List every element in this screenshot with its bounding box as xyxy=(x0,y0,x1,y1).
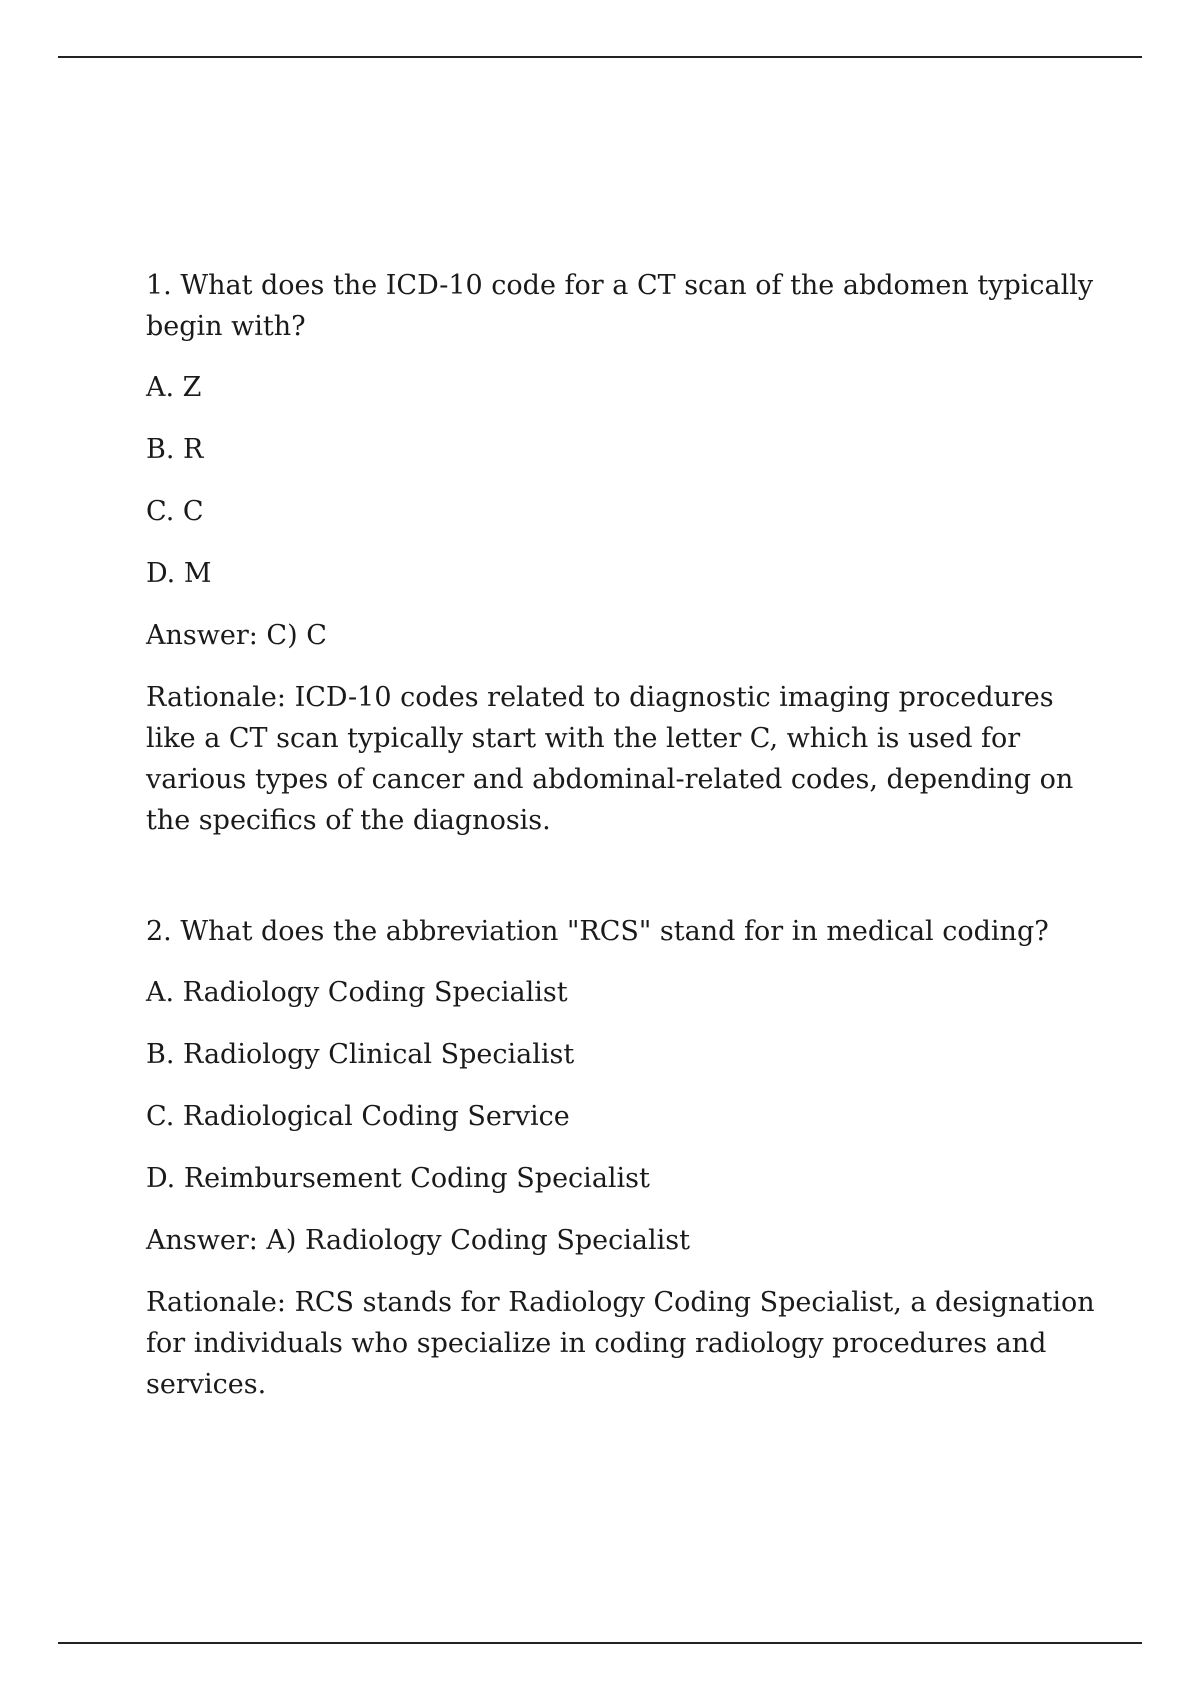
answer-text: Answer: A) Radiology Coding Specialist xyxy=(146,1225,690,1256)
question-block-2 xyxy=(146,911,1096,1405)
rationale-text: Rationale: ICD-10 codes related to diagnostic imaging procedures like a CT scan typically start with the letter C, which is used for various types of cancer and abdominal-related codes, depending on the specifics of the diagnosis. xyxy=(146,682,1074,836)
option-c: C. C xyxy=(146,496,204,527)
footer-rule xyxy=(58,1642,1142,1644)
option-b: B. Radiology Clinical Specialist xyxy=(146,1039,575,1070)
option-b: B. R xyxy=(146,434,204,465)
option-d: D. M xyxy=(146,558,212,589)
header-rule xyxy=(58,56,1142,58)
option-d: D. Reimbursement Coding Specialist xyxy=(146,1163,650,1194)
question-block-1 xyxy=(146,265,1096,841)
rationale-text: Rationale: RCS stands for Radiology Coding Specialist, a designation for individuals who specialize in coding radiology procedures and services. xyxy=(146,1287,1095,1400)
option-a: A. Radiology Coding Specialist xyxy=(146,977,568,1008)
option-c: C. Radiological Coding Service xyxy=(146,1101,570,1132)
question-text: 2. What does the abbreviation "RCS" stand for in medical coding? xyxy=(146,916,1049,947)
answer-text: Answer: C) C xyxy=(146,620,327,651)
option-a: A. Z xyxy=(146,372,202,403)
document-body xyxy=(146,265,1096,1405)
question-text: 1. What does the ICD-10 code for a CT scan of the abdomen typically begin with? xyxy=(146,270,1094,342)
